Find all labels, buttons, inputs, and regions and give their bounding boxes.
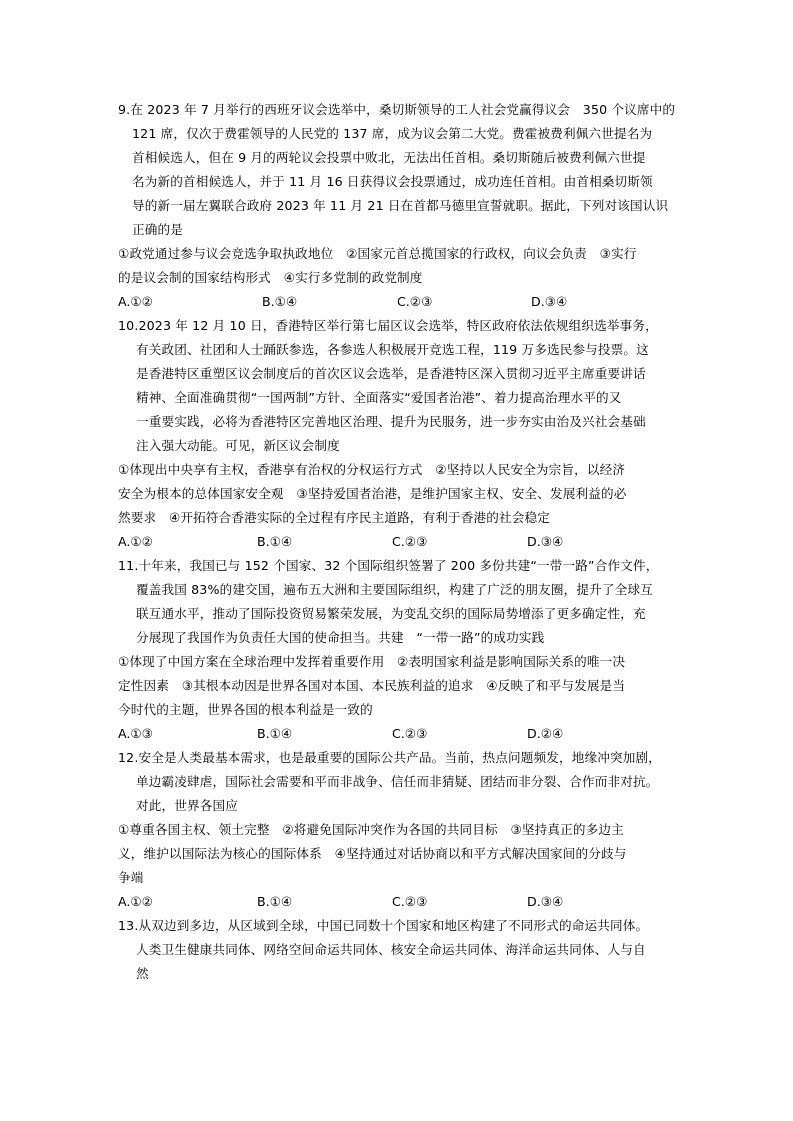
question-9-statements-line-1: ①政党通过参与议会竞选争取执政地位 ②国家元首总揽国家的行政权，向议会负责 ③实行 (118, 246, 637, 261)
question-12-option-c[interactable]: C.②③ (392, 894, 428, 909)
question-11-option-a[interactable]: A.①③ (118, 726, 153, 741)
question-12-stem-line-1: 12.安全是人类最基本需求，也是最重要的国际公共产品。当前，热点问题频发，地缘冲突加剧， (118, 750, 661, 765)
question-9-statements-line-2: 的是议会制的国家结构形式 ④实行多党制的政党制度 (118, 270, 423, 285)
question-13-stem-line-3: 然 (136, 966, 149, 981)
question-11-stem-line-3: 联互通水平，推动了国际投资贸易繁荣发展，为变乱交织的国际局势增添了更多确定性，充 (136, 606, 646, 621)
question-10-stem-line-1: 10.2023 年 12 月 10 日，香港特区举行第七届区议会选举，特区政府依法依规组织选举事务， (118, 318, 658, 333)
question-11-statements-line-3: 今时代的主题，世界各国的根本利益是一致的 (118, 702, 373, 717)
question-13-stem-line-1: 13.从双边到多边，从区域到全球，中国已同数十个国家和地区构建了不同形式的命运共同体。 (118, 918, 649, 933)
question-11-stem-line-2: 覆盖我国 83%的建交国，遍布五大洲和主要国际组织，构建了广泛的朋友圈，提升了全球互 (136, 582, 653, 597)
question-12-statements-line-1: ①尊重各国主权、领土完整 ②将避免国际冲突作为各国的共同目标 ③坚持真正的多边主 (118, 822, 624, 837)
question-9-stem-line-3: 首相候选人，但在 9 月的两轮议会投票中败北，无法出任首相。桑切斯随后被费利佩六世提 (132, 150, 646, 165)
question-12-option-d[interactable]: D.③④ (527, 894, 564, 909)
question-9-option-c[interactable]: C.②③ (397, 294, 433, 309)
question-10-stem-line-5: 一重要实践，必将为香港特区完善地区治理、提升为民服务，进一步夯实由治及兴社会基础 (136, 414, 646, 429)
question-9-option-d[interactable]: D.③④ (531, 294, 568, 309)
question-11-option-b[interactable]: B.①④ (257, 726, 293, 741)
question-9-option-b[interactable]: B.①④ (262, 294, 298, 309)
question-9-option-a[interactable]: A.①② (118, 294, 153, 309)
question-12-option-a[interactable]: A.①② (118, 894, 153, 909)
question-10-statements-line-2: 安全为根本的总体国家安全观 ③坚持爱国者治港，是维护国家主权、安全、发展利益的必 (118, 486, 627, 501)
question-9-stem-line-6: 正确的是 (132, 222, 183, 237)
question-10-option-c[interactable]: C.②③ (392, 534, 428, 549)
question-11-option-c[interactable]: C.②③ (392, 726, 428, 741)
question-10-stem-line-2: 有关政团、社团和人士踊跃参选，各参选人积极展开竞选工程，119 万多选民参与投票。这 (136, 342, 649, 357)
question-11-statements-line-2: 定性因素 ③其根本动因是世界各国对本国、本民族利益的追求 ④反映了和平与发展是当 (118, 678, 626, 693)
question-9-stem-line-5: 导的新一届左翼联合政府 2023 年 11 月 21 日在首都马德里宣誓就职。据此，下列对该国认识 (132, 198, 669, 213)
question-10-stem-line-3: 是香港特区重塑区议会制度后的首次区议会选举，是香港特区深入贯彻习近平主席重要讲话 (136, 366, 646, 381)
question-11-statements-line-1: ①体现了中国方案在全球治理中发挥着重要作用 ②表明国家利益是影响国际关系的唯一决 (118, 654, 626, 669)
question-12-option-b[interactable]: B.①④ (257, 894, 293, 909)
question-12-statements-line-2: 义，维护以国际法为核心的国际体系 ④坚持通过对话协商以和平方式解决国家间的分歧与 (118, 846, 627, 861)
question-10-option-b[interactable]: B.①④ (257, 534, 293, 549)
question-11-stem-line-1: 11.十年来，我国已与 152 个国家、32 个国际组织签署了 200 多份共建“一带一路”合作文件， (118, 558, 659, 573)
question-12-stem-line-3: 对此，世界各国应 (136, 798, 238, 813)
question-11-stem-line-4: 分展现了我国作为负责任大国的使命担当。共建 “一带一路”的成功实践 (136, 630, 545, 645)
question-10-option-d[interactable]: D.③④ (527, 534, 564, 549)
question-9-stem-line-1: 9.在 2023 年 7 月举行的西班牙议会选举中，桑切斯领导的工人社会党赢得议会 350 个议席中的 (118, 102, 676, 117)
question-10-stem-line-4: 精神、全面准确贯彻“一国两制”方针、全面落实“爱国者治港”、着力提高治理水平的又 (136, 390, 622, 405)
question-10-statements-line-1: ①体现出中央享有主权，香港享有治权的分权运行方式 ②坚持以人民安全为宗旨，以经济 (118, 462, 626, 477)
question-10-option-a[interactable]: A.①② (118, 534, 153, 549)
question-9-stem-line-4: 名为新的首相候选人，并于 11 月 16 日获得议会投票通过，成功连任首相。由首相桑切斯领 (132, 174, 653, 189)
question-13-stem-line-2: 人类卫生健康共同体、网络空间命运共同体、核安全命运共同体、海洋命运共同体、人与自 (136, 942, 646, 957)
question-10-stem-line-6: 注入强大动能。可见，新区议会制度 (136, 438, 340, 453)
question-12-stem-line-2: 单边霸凌肆虐，国际社会需要和平而非战争、信任而非猜疑、团结而非分裂、合作而非对抗。 (136, 774, 659, 789)
question-11-option-d[interactable]: D.②④ (527, 726, 564, 741)
question-10-statements-line-3: 然要求 ④开拓符合香港实际的全过程有序民主道路，有利于香港的社会稳定 (118, 510, 550, 525)
question-12-statements-line-3: 争端 (118, 870, 144, 885)
question-9-stem-line-2: 121 席，仅次于费霍领导的人民党的 137 席，成为议会第二大党。费霍被费利佩六世提名为 (132, 126, 653, 141)
